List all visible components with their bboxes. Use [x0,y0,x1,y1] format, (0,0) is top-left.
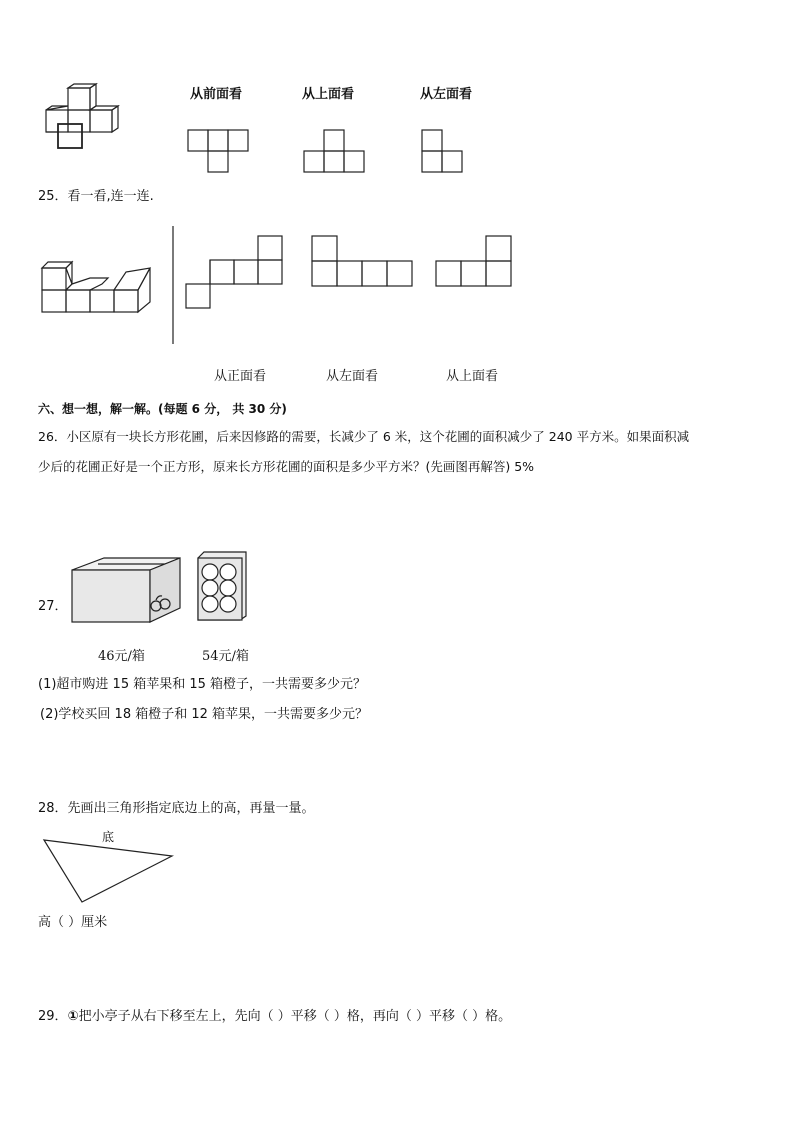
q29-line [38,1008,511,1026]
q27-sub2: (2)学校买回 18 箱橙子和 12 箱苹果，一共需要多少元？ [40,707,369,722]
q25-cube-row-figure [42,262,154,314]
q24-cube-stack-figure [40,84,130,156]
q24-view-top-label: 从上面看 [302,87,355,102]
q25-option-grid-1 [184,236,284,312]
triangle-figure [40,836,176,904]
q24-top-view-grid [304,130,366,174]
q25-title: 25．看一看,连一连. [38,189,154,204]
q25-option-grid-2 [312,236,414,288]
q24-front-view-grid [188,130,254,174]
q28-height-answer: 高（ ）厘米 [38,915,108,930]
apple-price-label: 46元/箱 [98,649,145,664]
q25-label-front: 从正面看 [214,369,267,384]
q29-text: 把小亭子从右下移至左上，先向（ ）平移（ ）格，再向（ ）平移（ ）格。 [78,1009,512,1024]
orange-price-label: 54元/箱 [202,649,249,664]
q24-view-front-label: 从前面看 [190,87,243,102]
q29-circled-number: ① [67,1009,79,1024]
q25-label-top: 从上面看 [446,369,499,384]
orange-box-icon [196,552,250,622]
q28-title: 28．先画出三角形指定底边上的高，再量一量。 [38,801,315,816]
q24-view-left-label: 从左面看 [420,87,473,102]
q25-divider-line [172,226,176,346]
section6-heading: 六、想一想，解一解。(每题 6 分， 共 30 分) [38,402,287,416]
q26-line1: 26．小区原有一块长方形花圃，后来因修路的需要，长减少了 6 米，这个花圃的面积减少了 240 平方米。如果面积减 [38,429,690,444]
q25-option-grid-3 [436,236,514,288]
q29-number: 29． [38,1009,68,1024]
q24-left-view-grid [422,130,464,174]
apple-box-icon [70,556,182,624]
triangle-base-label: 底 [102,830,115,844]
q27-sub1: (1)超市购进 15 箱苹果和 15 箱橙子，一共需要多少元？ [38,677,367,692]
q27-number: 27． [38,599,68,614]
q26-line2: 少后的花圃正好是一个正方形，原来长方形花圃的面积是多少平方米？(先画图再解答) 5% [38,459,535,474]
q25-label-left: 从左面看 [326,369,379,384]
